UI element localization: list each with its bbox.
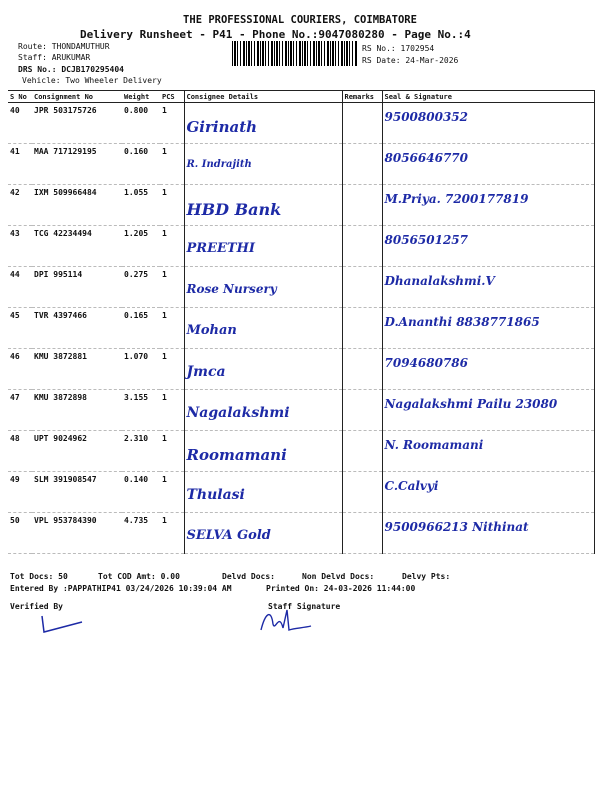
consignment-number: IXM 509966484 bbox=[32, 185, 122, 226]
serial-number: 47 bbox=[8, 390, 32, 431]
serial-number: 46 bbox=[8, 349, 32, 390]
col-consignee: Consignee Details bbox=[184, 91, 342, 103]
table-row bbox=[8, 226, 594, 267]
receiver-signature-text: N. Roomamani bbox=[384, 438, 484, 452]
table-row bbox=[8, 390, 594, 431]
serial-number: 44 bbox=[8, 267, 32, 308]
serial-number: 48 bbox=[8, 431, 32, 472]
serial-number: 50 bbox=[8, 513, 32, 554]
delivery-points: Delvy Pts: bbox=[402, 572, 451, 581]
pieces-count: 1 bbox=[160, 513, 184, 554]
weight-value: 0.160 bbox=[122, 144, 160, 185]
consignment-number: TVR 4397466 bbox=[32, 308, 122, 349]
receiver-signature-text: M.Priya. 7200177819 bbox=[384, 192, 529, 206]
seal-signature-handwriting bbox=[382, 472, 594, 513]
pieces-count: 1 bbox=[160, 185, 184, 226]
remarks-cell bbox=[342, 185, 382, 226]
receiver-signature-text: 9500800352 bbox=[384, 110, 468, 124]
table-row bbox=[8, 513, 594, 554]
seal-signature-handwriting bbox=[382, 103, 594, 144]
pieces-count: 1 bbox=[160, 144, 184, 185]
consignee-name: Girinath bbox=[186, 118, 258, 136]
col-remarks: Remarks bbox=[342, 91, 382, 103]
remarks-cell bbox=[342, 103, 382, 144]
remarks-cell bbox=[342, 308, 382, 349]
consignee-name: SELVA Gold bbox=[186, 528, 271, 543]
seal-signature-handwriting bbox=[382, 144, 594, 185]
consignee-name: Rose Nursery bbox=[186, 282, 277, 296]
barcode bbox=[232, 41, 357, 66]
table-row bbox=[8, 349, 594, 390]
total-docs: Tot Docs: 50 bbox=[10, 572, 68, 581]
consignee-handwriting bbox=[184, 267, 342, 308]
consignee-handwriting bbox=[184, 185, 342, 226]
serial-number: 43 bbox=[8, 226, 32, 267]
seal-signature-handwriting bbox=[382, 349, 594, 390]
receiver-signature-text: 8056646770 bbox=[384, 151, 468, 165]
consignee-handwriting bbox=[184, 390, 342, 431]
route-label: Route: THONDAMUTHUR bbox=[18, 42, 110, 51]
remarks-cell bbox=[342, 390, 382, 431]
pieces-count: 1 bbox=[160, 431, 184, 472]
consignee-name: Roomamani bbox=[186, 446, 287, 464]
vehicle-label: Vehicle: Two Wheeler Delivery bbox=[22, 76, 162, 85]
non-delivered-docs: Non Delvd Docs: bbox=[302, 572, 375, 581]
consignment-number: SLM 391908547 bbox=[32, 472, 122, 513]
pieces-count: 1 bbox=[160, 103, 184, 144]
receiver-signature-text: 9500966213 Nithinat bbox=[384, 520, 529, 534]
table-row bbox=[8, 267, 594, 308]
consignee-handwriting bbox=[184, 349, 342, 390]
drs-number: DRS No.: DCJB170295404 bbox=[18, 65, 124, 74]
runsheet-subtitle: Delivery Runsheet - P41 - Phone No.:9047080280 - Page No.:4 bbox=[80, 28, 471, 41]
remarks-cell bbox=[342, 226, 382, 267]
pieces-count: 1 bbox=[160, 226, 184, 267]
consignee-name: Thulasi bbox=[186, 487, 245, 503]
col-consignment: Consignment No bbox=[32, 91, 122, 103]
receiver-signature-text: C.Calvyi bbox=[384, 479, 439, 493]
staff-label: Staff: ARUKUMAR bbox=[18, 53, 91, 62]
receiver-signature-text: Dhanalakshmi.V bbox=[384, 274, 495, 288]
consignment-number: TCG 42234494 bbox=[32, 226, 122, 267]
staff-signature bbox=[255, 604, 315, 636]
receiver-signature-text: 8056501257 bbox=[384, 233, 468, 247]
table-row bbox=[8, 185, 594, 226]
receiver-signature-text: Nagalakshmi Pailu 23080 bbox=[384, 397, 558, 411]
weight-value: 1.070 bbox=[122, 349, 160, 390]
pieces-count: 1 bbox=[160, 472, 184, 513]
table-row bbox=[8, 472, 594, 513]
seal-signature-handwriting bbox=[382, 390, 594, 431]
seal-signature-handwriting bbox=[382, 308, 594, 349]
delivered-docs: Delvd Docs: bbox=[222, 572, 275, 581]
serial-number: 49 bbox=[8, 472, 32, 513]
weight-value: 2.310 bbox=[122, 431, 160, 472]
seal-signature-handwriting bbox=[382, 267, 594, 308]
total-cod: Tot COD Amt: 0.00 bbox=[98, 572, 180, 581]
remarks-cell bbox=[342, 513, 382, 554]
verifier-signature bbox=[38, 612, 88, 636]
serial-number: 45 bbox=[8, 308, 32, 349]
consignment-number: MAA 717129195 bbox=[32, 144, 122, 185]
verified-by-label: Verified By bbox=[10, 602, 63, 611]
rs-date: RS Date: 24-Mar-2026 bbox=[362, 56, 459, 65]
pieces-count: 1 bbox=[160, 349, 184, 390]
table-row bbox=[8, 144, 594, 185]
consignment-number: DPI 995114 bbox=[32, 267, 122, 308]
col-pcs: PCS bbox=[160, 91, 184, 103]
pieces-count: 1 bbox=[160, 308, 184, 349]
serial-number: 42 bbox=[8, 185, 32, 226]
seal-signature-handwriting bbox=[382, 513, 594, 554]
runsheet-table bbox=[8, 90, 595, 554]
printed-on: Printed On: 24-03-2026 11:44:00 bbox=[266, 584, 416, 593]
remarks-cell bbox=[342, 431, 382, 472]
weight-value: 0.275 bbox=[122, 267, 160, 308]
consignment-number: JPR 503175726 bbox=[32, 103, 122, 144]
consignee-name: Jmca bbox=[186, 364, 226, 380]
remarks-cell bbox=[342, 144, 382, 185]
remarks-cell bbox=[342, 267, 382, 308]
seal-signature-handwriting bbox=[382, 185, 594, 226]
consignee-handwriting bbox=[184, 513, 342, 554]
consignee-name: Nagalakshmi bbox=[186, 405, 290, 421]
serial-number: 40 bbox=[8, 103, 32, 144]
consignee-name: R. Indrajith bbox=[186, 159, 252, 170]
weight-value: 4.735 bbox=[122, 513, 160, 554]
consignee-name: HBD Bank bbox=[186, 200, 282, 219]
consignee-handwriting bbox=[184, 472, 342, 513]
remarks-cell bbox=[342, 472, 382, 513]
table-row bbox=[8, 308, 594, 349]
table-row bbox=[8, 103, 594, 144]
staff-signature-label: Staff Signature bbox=[268, 602, 341, 611]
seal-signature-handwriting bbox=[382, 431, 594, 472]
consignee-handwriting bbox=[184, 103, 342, 144]
seal-signature-handwriting bbox=[382, 226, 594, 267]
pieces-count: 1 bbox=[160, 267, 184, 308]
weight-value: 1.055 bbox=[122, 185, 160, 226]
weight-value: 0.165 bbox=[122, 308, 160, 349]
consignee-name: Mohan bbox=[186, 323, 237, 338]
consignment-number: VPL 953784390 bbox=[32, 513, 122, 554]
table-row bbox=[8, 431, 594, 472]
col-seal: Seal & Signature bbox=[382, 91, 594, 103]
table-header-row bbox=[8, 91, 594, 103]
consignment-number: KMU 3872898 bbox=[32, 390, 122, 431]
weight-value: 3.155 bbox=[122, 390, 160, 431]
consignee-handwriting bbox=[184, 308, 342, 349]
company-title: THE PROFESSIONAL COURIERS, COIMBATORE bbox=[183, 14, 417, 26]
entered-by: Entered By :PAPPATHIP41 03/24/2026 10:39:04 AM bbox=[10, 584, 232, 593]
receiver-signature-text: D.Ananthi 8838771865 bbox=[384, 315, 540, 329]
col-weight: Weight bbox=[122, 91, 160, 103]
weight-value: 0.800 bbox=[122, 103, 160, 144]
serial-number: 41 bbox=[8, 144, 32, 185]
weight-value: 1.205 bbox=[122, 226, 160, 267]
consignee-handwriting bbox=[184, 144, 342, 185]
consignment-number: UPT 9024962 bbox=[32, 431, 122, 472]
pieces-count: 1 bbox=[160, 390, 184, 431]
consignment-number: KMU 3872881 bbox=[32, 349, 122, 390]
receiver-signature-text: 7094680786 bbox=[384, 356, 468, 370]
col-sno: S No bbox=[8, 91, 32, 103]
weight-value: 0.140 bbox=[122, 472, 160, 513]
rs-number: RS No.: 1702954 bbox=[362, 44, 435, 53]
remarks-cell bbox=[342, 349, 382, 390]
consignee-handwriting bbox=[184, 431, 342, 472]
consignee-handwriting bbox=[184, 226, 342, 267]
consignee-name: PREETHI bbox=[186, 241, 255, 256]
